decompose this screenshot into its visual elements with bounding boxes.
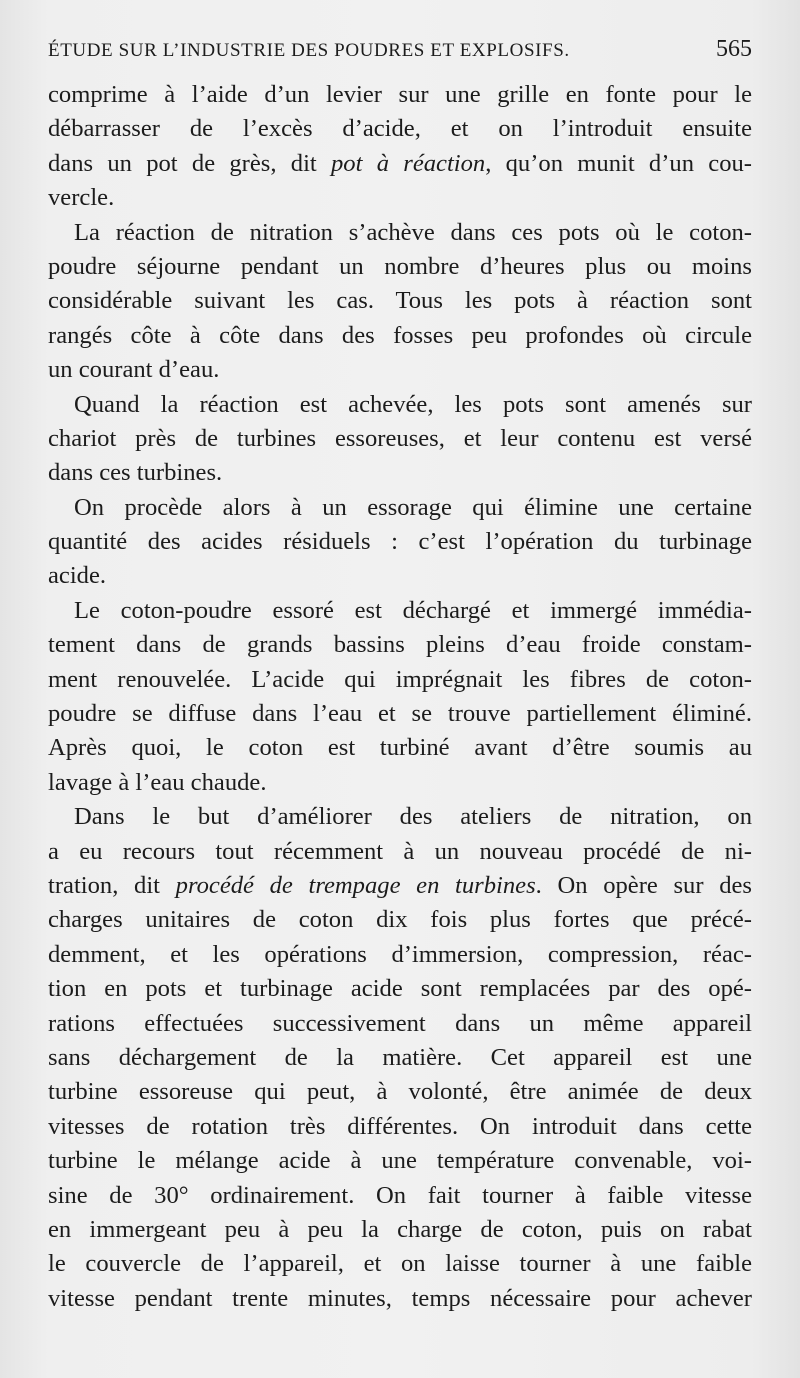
text-segment: dans un pot de grès, dit xyxy=(48,149,331,177)
text-line xyxy=(48,835,752,869)
text-line xyxy=(48,422,752,456)
text-segment: turbine essoreuse qui peut, à volonté, être animée de deux xyxy=(48,1078,752,1106)
text-line xyxy=(48,525,752,559)
text-segment: débarrasser de l’excès d’acide, et on l’introduit ensuite xyxy=(48,115,752,143)
text-line xyxy=(48,456,752,490)
text-segment: turbine le mélange acide à une température convenable, voi- xyxy=(48,1147,752,1175)
text-segment: en immergeant peu à peu la charge de coton, puis on rabat xyxy=(48,1215,752,1243)
text-segment: Après quoi, le coton est turbiné avant d’être soumis au xyxy=(48,734,752,762)
text-segment: Quand la réaction est achevée, les pots sont amenés sur xyxy=(74,390,752,418)
text-segment: a eu recours tout récemment à un nouveau procédé de ni- xyxy=(48,837,752,865)
text-segment: comprime à l’aide d’un levier sur une grille en fonte pour le xyxy=(48,81,752,108)
text-line xyxy=(48,903,752,937)
text-line xyxy=(48,663,752,697)
text-segment: La réaction de nitration s’achève dans ces pots où le coton- xyxy=(74,218,752,246)
text-segment: quantité des acides résiduels : c’est l’opération du turbinage xyxy=(48,528,752,556)
text-segment: . On opère sur des xyxy=(535,871,753,899)
text-segment: Le coton-poudre essoré est déchargé et immergé immédia- xyxy=(74,596,752,624)
text-line xyxy=(48,972,752,1006)
text-line xyxy=(48,766,752,800)
text-line xyxy=(48,181,752,215)
text-line xyxy=(48,1282,752,1316)
text-line xyxy=(48,78,752,112)
text-segment: chariot près de turbines essoreuses, et leur contenu est versé xyxy=(48,424,752,452)
text-segment: tion en pots et turbinage acide sont remplacées par des opé- xyxy=(48,975,752,1003)
text-segment: considérable suivant les cas. Tous les pots à réaction sont xyxy=(48,287,752,315)
text-segment: un courant d’eau. xyxy=(48,356,220,384)
text-line xyxy=(48,319,752,353)
text-line xyxy=(48,1041,752,1075)
text-segment: On procède alors à un essorage qui élimine une certaine xyxy=(74,493,752,521)
text-segment: vitesses de rotation très différentes. On introduit dans cette xyxy=(48,1112,752,1140)
text-line xyxy=(48,628,752,662)
text-segment: tration, dit xyxy=(48,871,176,899)
text-segment: tement dans de grands bassins pleins d’eau froide constam- xyxy=(48,631,752,659)
text-line xyxy=(48,284,752,318)
text-line xyxy=(48,731,752,765)
running-title: ÉTUDE SUR L’INDUSTRIE DES POUDRES ET EXPLOSIFS. xyxy=(48,40,570,61)
text-segment: , qu’on munit d’un cou- xyxy=(485,149,752,177)
text-line xyxy=(48,1075,752,1109)
text-line xyxy=(48,250,752,284)
text-line xyxy=(48,800,752,834)
text-segment: sine de 30° ordinairement. On fait tourner à faible vitesse xyxy=(48,1181,752,1209)
text-segment: acide. xyxy=(48,562,107,590)
text-segment: sans déchargement de la matière. Cet appareil est une xyxy=(48,1043,752,1071)
text-segment: demment, et les opérations d’immersion, compression, réac- xyxy=(48,940,752,968)
text-line xyxy=(48,1247,752,1281)
text-segment: ment renouvelée. L’acide qui imprégnait les fibres de coton- xyxy=(48,665,752,693)
text-segment: rations effectuées successivement dans un même appareil xyxy=(48,1009,752,1037)
text-segment: vercle. xyxy=(48,184,115,212)
text-line xyxy=(48,559,752,593)
text-line xyxy=(48,1144,752,1178)
text-line xyxy=(48,147,752,181)
text-line xyxy=(48,1179,752,1213)
italic-term: pot à réaction xyxy=(331,149,486,177)
page-number: 565 xyxy=(716,36,752,62)
text-line xyxy=(48,1213,752,1247)
text-segment: Dans le but d’améliorer des ateliers de nitration, on xyxy=(74,803,752,831)
text-line xyxy=(48,491,752,525)
text-line xyxy=(48,594,752,628)
text-segment: poudre séjourne pendant un nombre d’heures plus ou moins xyxy=(48,252,752,280)
text-line xyxy=(48,353,752,387)
text-line xyxy=(48,388,752,422)
text-line xyxy=(48,216,752,250)
text-segment: poudre se diffuse dans l’eau et se trouve partiellement éliminé. xyxy=(48,700,752,728)
text-line xyxy=(48,112,752,146)
text-line xyxy=(48,869,752,903)
text-segment: dans ces turbines. xyxy=(48,459,223,487)
italic-term: procédé de trempage en turbines xyxy=(175,871,536,899)
text-segment: lavage à l’eau chaude. xyxy=(48,768,267,796)
text-segment: charges unitaires de coton dix fois plus fortes que précé- xyxy=(48,906,752,934)
text-segment: vitesse pendant trente minutes, temps nécessaire pour achever xyxy=(48,1284,752,1312)
text-segment: rangés côte à côte dans des fosses peu profondes où circule xyxy=(48,321,752,349)
text-line xyxy=(48,938,752,972)
text-line xyxy=(48,1007,752,1041)
text-line xyxy=(48,1110,752,1144)
text-line xyxy=(48,697,752,731)
page-header xyxy=(48,36,752,76)
body-text xyxy=(48,78,752,1316)
text-segment: le couvercle de l’appareil, et on laisse tourner à une faible xyxy=(48,1250,752,1278)
